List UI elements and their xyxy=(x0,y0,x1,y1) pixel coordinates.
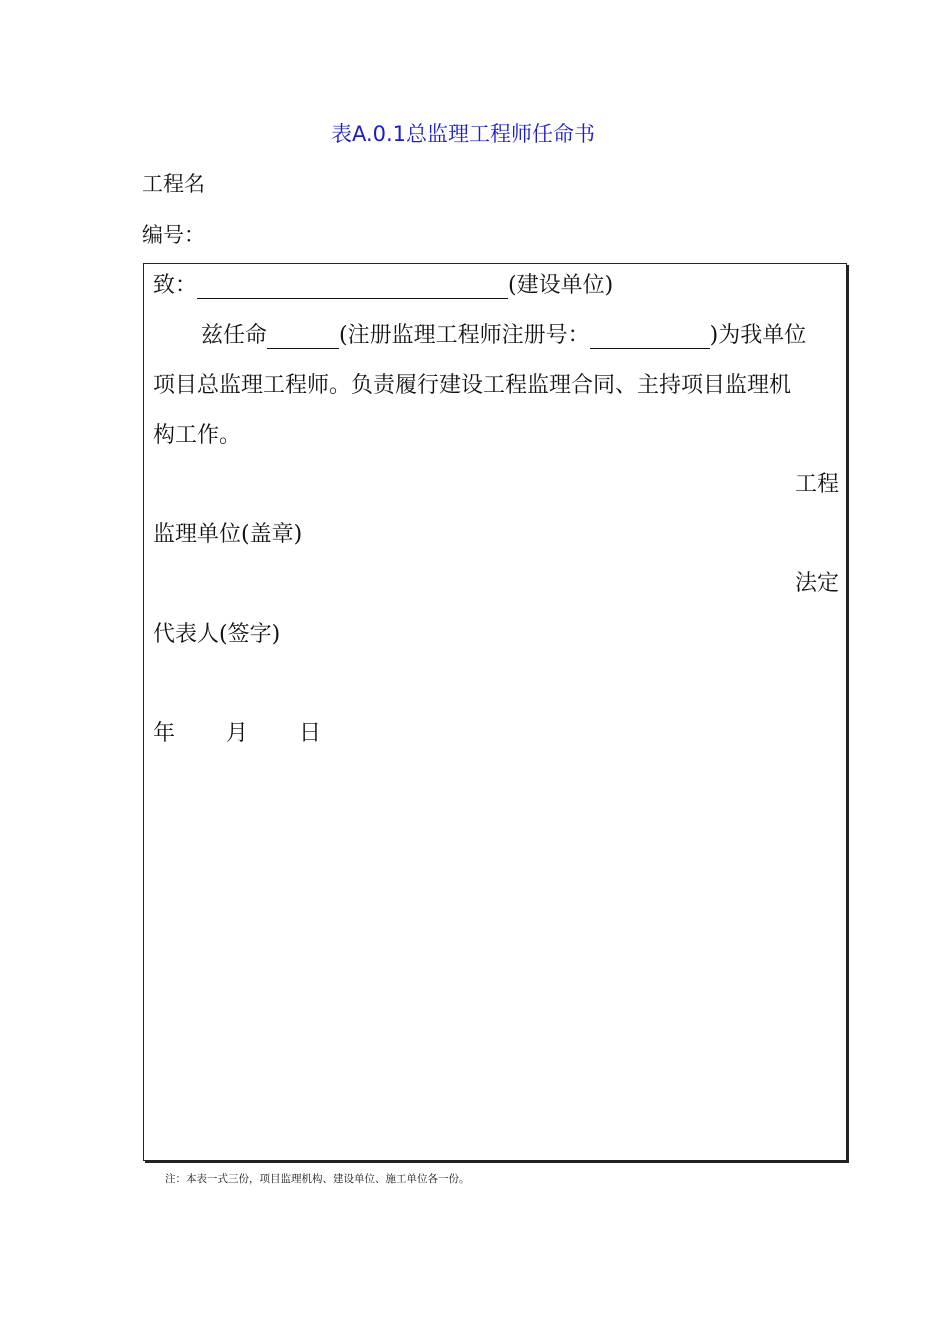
legal-rep-label-part1: 法定 xyxy=(794,571,839,596)
date-year-label: 年 xyxy=(153,721,176,746)
appointment-row xyxy=(201,321,806,351)
appoint-prefix: 兹任命 xyxy=(201,323,268,348)
engineer-name-blank[interactable] xyxy=(267,324,339,349)
supervision-unit-label-part1: 工程 xyxy=(794,472,839,497)
employer-suffix: (建设单位) xyxy=(508,273,614,298)
body-line-3: 构工作。 xyxy=(153,423,242,448)
registration-label: (注册监理工程师注册号： xyxy=(339,323,590,348)
addressee-row xyxy=(153,271,613,301)
legal-rep-label-part2: 代表人(签字) xyxy=(153,622,281,647)
date-day-label: 日 xyxy=(299,721,322,746)
project-name-label: 工程名 xyxy=(142,172,205,196)
employer-name-blank[interactable] xyxy=(197,274,508,299)
registration-number-blank[interactable] xyxy=(590,324,710,349)
date-row xyxy=(153,719,321,749)
supervision-unit-label-part2: 监理单位(盖章) xyxy=(153,522,303,547)
date-month-label: 月 xyxy=(226,721,249,746)
number-label: 编号： xyxy=(142,223,205,247)
to-label: 致： xyxy=(153,273,198,298)
page-title: 表A.0.1总监理工程师任命书 xyxy=(330,122,596,146)
footnote: 注：本表一式三份，项目监理机构、建设单位、施工单位各一份。 xyxy=(165,1173,470,1185)
appoint-suffix: )为我单位 xyxy=(709,323,807,348)
body-line-2: 项目总监理工程师。负责履行建设工程监理合同、主持项目监理机 xyxy=(153,373,792,398)
form-box xyxy=(143,263,847,1161)
